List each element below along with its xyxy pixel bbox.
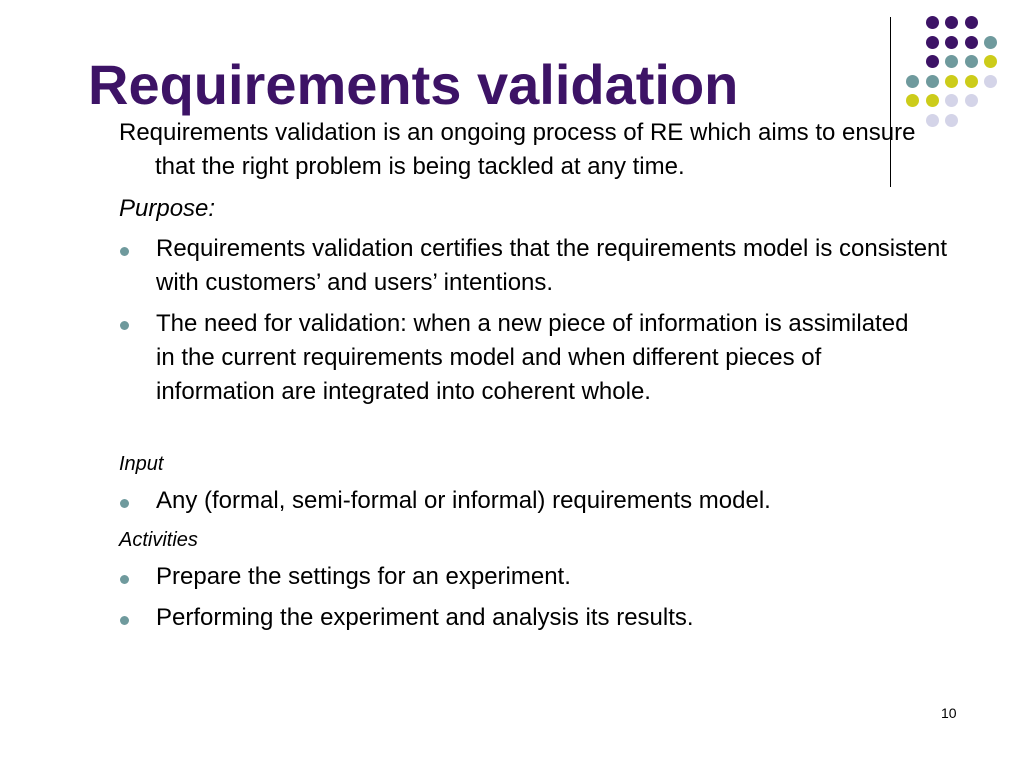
bullet-dot (120, 575, 129, 584)
purpose-item-1: Requirements validation certifies that the requirements model is consistent with customers’ and users’ intentions. (156, 235, 948, 296)
activities-item-2: Performing the experiment and analysis its results. (156, 604, 694, 631)
bullet-dot (120, 321, 129, 330)
page-number: 10 (941, 705, 957, 721)
input-item-1: Any (formal, semi-formal or informal) requirements model. (156, 487, 771, 514)
slide-title: Requirements validation (88, 53, 739, 116)
bullet-dot (120, 247, 129, 256)
intro-paragraph: Requirements validation is an ongoing process of RE which aims to ensure that the right problem is being tackled at any time. (119, 119, 916, 180)
activities-item-1: Prepare the settings for an experiment. (156, 563, 571, 590)
bullet-dot (120, 616, 129, 625)
purpose-heading: Purpose: (119, 195, 216, 222)
bullet-dot (120, 499, 129, 508)
activities-heading: Activities (119, 529, 198, 551)
input-heading: Input (119, 453, 164, 475)
purpose-item-2: The need for validation: when a new piece of information is assimilated in the current requirements model and when different pieces of information are integrated into coherent whole. (156, 310, 909, 405)
